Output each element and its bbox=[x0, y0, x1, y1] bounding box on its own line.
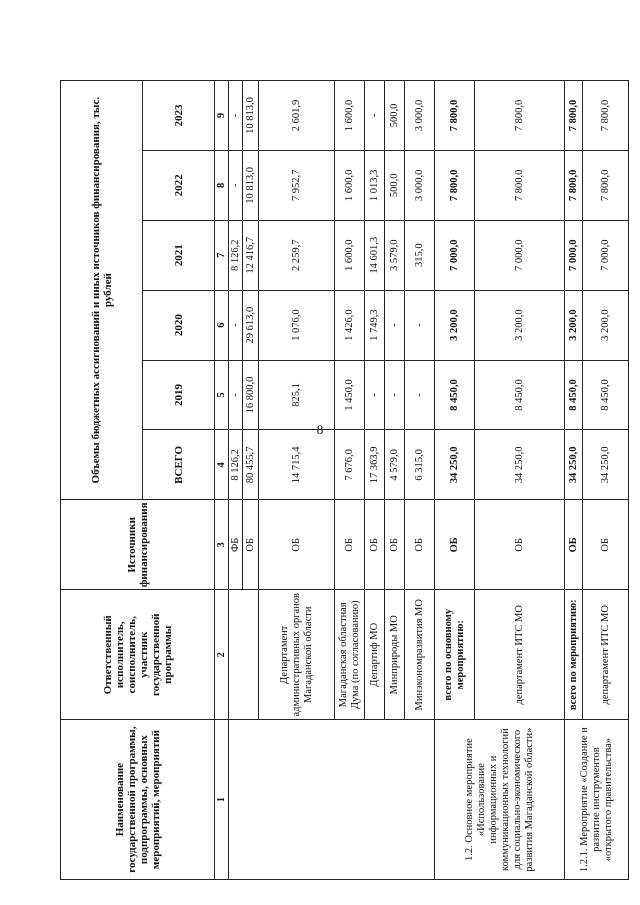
value-cell: 3 200,0 bbox=[475, 290, 565, 360]
value-cell: 1 600,0 bbox=[335, 81, 365, 151]
value-cell: 7 800,0 bbox=[583, 81, 629, 151]
col-number: 4 bbox=[215, 430, 229, 500]
value-cell: 10 813,0 bbox=[243, 150, 259, 220]
value-cell: - bbox=[229, 360, 243, 430]
value-cell: 34 250,0 bbox=[475, 430, 565, 500]
value-cell: 7 676,0 bbox=[335, 430, 365, 500]
row-source-cell: ОБ bbox=[385, 500, 405, 590]
value-cell: 1 450,0 bbox=[335, 360, 365, 430]
value-cell: 3 200,0 bbox=[565, 290, 583, 360]
value-cell: 4 579,0 bbox=[385, 430, 405, 500]
value-cell: 80 455,7 bbox=[243, 430, 259, 500]
row-source-cell: ОБ bbox=[259, 500, 335, 590]
row-name-cell: 1.2.1. Мероприятие «Создание и развитие инструментов «открытого правительства» bbox=[565, 720, 629, 880]
value-cell: 7 952,7 bbox=[259, 150, 335, 220]
value-cell: 34 250,0 bbox=[565, 430, 583, 500]
header-year-2020: 2020 bbox=[143, 290, 215, 360]
value-cell: 6 315,0 bbox=[405, 430, 435, 500]
value-cell: 10 813,0 bbox=[243, 81, 259, 151]
value-cell: - bbox=[229, 150, 243, 220]
row-source-cell: ОБ bbox=[365, 500, 385, 590]
value-cell: 1 013,3 bbox=[365, 150, 385, 220]
value-cell: 34 250,0 bbox=[435, 430, 475, 500]
row-source-cell: ОБ bbox=[335, 500, 365, 590]
value-cell: 1 749,3 bbox=[365, 290, 385, 360]
value-cell: 8 450,0 bbox=[435, 360, 475, 430]
value-cell: 7 000,0 bbox=[583, 220, 629, 290]
value-cell: 2 601,9 bbox=[259, 81, 335, 151]
row-source-cell: ОБ bbox=[243, 500, 259, 590]
header-year-2023: 2023 bbox=[143, 81, 215, 151]
value-cell: 17 363,9 bbox=[365, 430, 385, 500]
row-name-cell: 1.2. Основное мероприятие «Использование информационных и коммуникационных технологий для социально-экономического развития Магаданской области» bbox=[435, 720, 565, 880]
value-cell: 8 126,2 bbox=[229, 220, 243, 290]
col-number: 2 bbox=[215, 590, 229, 720]
page-number: 8 bbox=[316, 422, 324, 437]
row-executor-cell: Минэкономразвития МО bbox=[405, 590, 435, 720]
value-cell: 8 126,2 bbox=[229, 430, 243, 500]
value-cell: 8 450,0 bbox=[583, 360, 629, 430]
col-number: 7 bbox=[215, 220, 229, 290]
value-cell: 7 000,0 bbox=[475, 220, 565, 290]
value-cell: 825,1 bbox=[259, 360, 335, 430]
value-cell: 8 450,0 bbox=[565, 360, 583, 430]
table-row bbox=[229, 81, 243, 880]
col-number: 3 bbox=[215, 500, 229, 590]
value-cell: 29 613,0 bbox=[243, 290, 259, 360]
col-number: 6 bbox=[215, 290, 229, 360]
value-cell: 500,0 bbox=[385, 81, 405, 151]
row-executor-cell: всего по основному мероприятию: bbox=[435, 590, 475, 720]
value-cell: 1 600,0 bbox=[335, 150, 365, 220]
row-source-cell: ОБ bbox=[435, 500, 475, 590]
rotated-table-container bbox=[60, 80, 614, 880]
row-executor-cell: Департиф МО bbox=[365, 590, 385, 720]
value-cell: 2 259,7 bbox=[259, 220, 335, 290]
col-number: 8 bbox=[215, 150, 229, 220]
value-cell: 7 800,0 bbox=[435, 81, 475, 151]
value-cell: 7 000,0 bbox=[435, 220, 475, 290]
value-cell: 8 450,0 bbox=[475, 360, 565, 430]
value-cell: 12 416,7 bbox=[243, 220, 259, 290]
row-executor-cell bbox=[229, 590, 259, 720]
value-cell: - bbox=[405, 360, 435, 430]
value-cell: 7 800,0 bbox=[435, 150, 475, 220]
table-row bbox=[435, 81, 475, 880]
value-cell: 315,0 bbox=[405, 220, 435, 290]
row-source-cell: ОБ bbox=[405, 500, 435, 590]
row-executor-cell: департамент ИТС МО bbox=[583, 590, 629, 720]
row-source-cell: ОБ bbox=[475, 500, 565, 590]
value-cell: 14 601,3 bbox=[365, 220, 385, 290]
header-year-total: ВСЕГО bbox=[143, 430, 215, 500]
value-cell: - bbox=[365, 81, 385, 151]
value-cell: 7 800,0 bbox=[475, 81, 565, 151]
header-volume-group: Объемы бюджетных ассигнований и иных источников финансирования, тыс. рублей bbox=[61, 81, 143, 500]
value-cell: - bbox=[385, 360, 405, 430]
row-executor-cell: департамент ИТС МО bbox=[475, 590, 565, 720]
header-source: Источники финансирования bbox=[61, 500, 215, 590]
value-cell: 16 800,0 bbox=[243, 360, 259, 430]
value-cell: - bbox=[229, 81, 243, 151]
header-year-2021: 2021 bbox=[143, 220, 215, 290]
value-cell: - bbox=[385, 290, 405, 360]
col-number: 5 bbox=[215, 360, 229, 430]
table-row bbox=[565, 81, 583, 880]
financing-table bbox=[60, 80, 629, 880]
value-cell: - bbox=[405, 290, 435, 360]
value-cell: 3 000,0 bbox=[405, 150, 435, 220]
value-cell: 500,0 bbox=[385, 150, 405, 220]
value-cell: - bbox=[229, 290, 243, 360]
row-source-cell: ОБ bbox=[565, 500, 583, 590]
value-cell: 7 800,0 bbox=[565, 150, 583, 220]
row-executor-cell: Минприроды МО bbox=[385, 590, 405, 720]
value-cell: 3 000,0 bbox=[405, 81, 435, 151]
col-number: 9 bbox=[215, 81, 229, 151]
row-name-cell bbox=[229, 720, 435, 880]
value-cell: 14 715,4 bbox=[259, 430, 335, 500]
header-program-name: Наименование государственной программы, подпрограммы, основных мероприятий, мероприятий bbox=[61, 720, 215, 880]
row-source-cell: ОБ bbox=[583, 500, 629, 590]
value-cell: 7 800,0 bbox=[475, 150, 565, 220]
value-cell: 3 200,0 bbox=[435, 290, 475, 360]
header-executor: Ответственный исполнитель, соисполнитель, участник государственной программы bbox=[61, 590, 215, 720]
value-cell: 7 000,0 bbox=[565, 220, 583, 290]
value-cell: 1 600,0 bbox=[335, 220, 365, 290]
value-cell: 3 579,0 bbox=[385, 220, 405, 290]
value-cell: 3 200,0 bbox=[583, 290, 629, 360]
value-cell: 1 076,0 bbox=[259, 290, 335, 360]
value-cell: - bbox=[365, 360, 385, 430]
header-year-2022: 2022 bbox=[143, 150, 215, 220]
row-executor-cell: Департамент административных органов Магаданской области bbox=[259, 590, 335, 720]
value-cell: 7 800,0 bbox=[565, 81, 583, 151]
value-cell: 7 800,0 bbox=[583, 150, 629, 220]
col-number: 1 bbox=[215, 720, 229, 880]
row-executor-cell: Магаданская областная Дума (по согласованию) bbox=[335, 590, 365, 720]
value-cell: 1 426,0 bbox=[335, 290, 365, 360]
row-source-cell: ФБ bbox=[229, 500, 243, 590]
header-year-2019: 2019 bbox=[143, 360, 215, 430]
row-executor-cell: всего по мероприятию: bbox=[565, 590, 583, 720]
value-cell: 34 250,0 bbox=[583, 430, 629, 500]
